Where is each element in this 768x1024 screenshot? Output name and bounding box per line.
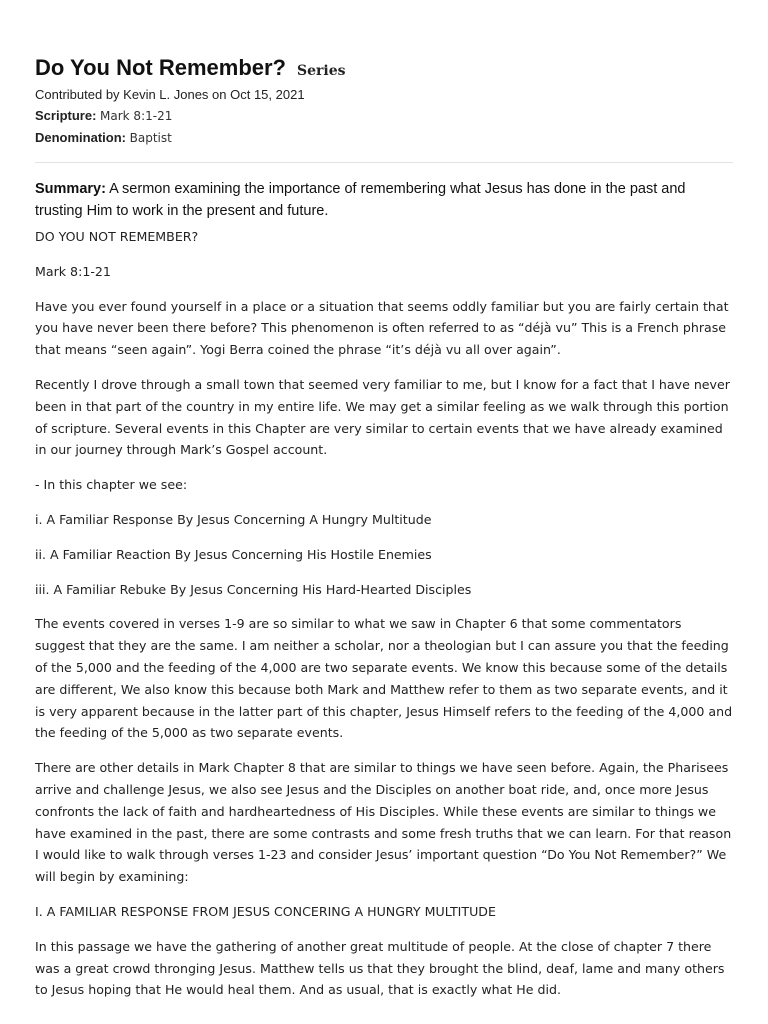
paragraph: The events covered in verses 1-9 are so similar to what we saw in Chapter 6 that some commentators suggest that they are the same. I am neither a scholar, nor a theologian but I can assure you that the feeding of the 5,000 and the feeding of the 4,000 are two separate events. We know this because some of the details are different, We also know this because both Mark and Matthew refer to them as two separate events, and it is very apparent because in the latter part of this chapter, Jesus Himself refers to the feeding of the 4,000 and the feeding of the 5,000 as two separate events. <box>35 616 733 741</box>
denomination-label: Denomination: <box>35 130 126 145</box>
scripture-label: Scripture: <box>35 108 97 123</box>
section-heading: I. A FAMILIAR RESPONSE FROM JESUS CONCERING A HUNGRY MULTITUDE <box>35 903 496 919</box>
outline-point-1: i. A Familiar Response By Jesus Concerning A Hungry Multitude <box>35 511 432 527</box>
sermon-reference: Mark 8:1-21 <box>35 263 111 279</box>
paragraph: - In this chapter we see: <box>35 477 188 493</box>
sermon-page <box>35 52 733 1001</box>
paragraph: In this passage we have the gathering of another great multitude of people. At the close of chapter 7 there was a great crowd thronging Jesus. Matthew tells us that they brought the blind, deaf, lame and many others to Jesus hoping that He would heal them. And as usual, that is exactly what He did. <box>35 938 725 998</box>
page-title: Do You Not Remember? <box>35 55 286 80</box>
summary-label: Summary: <box>35 181 106 197</box>
scripture-line <box>35 105 733 127</box>
scripture-value[interactable]: Mark 8:1-21 <box>100 109 173 123</box>
outline-point-2: ii. A Familiar Reaction By Jesus Concerning His Hostile Enemies <box>35 546 432 562</box>
summary-text: A sermon examining the importance of remembering what Jesus has done in the past and trusting Him to work in the present and future. <box>35 181 686 219</box>
contributor-line: Contributed by Kevin L. Jones on Oct 15, 2021 <box>35 87 305 102</box>
paragraph: There are other details in Mark Chapter 8 that are similar to things we have seen before. Again, the Pharisees arrive and challenge Jesus, we also see Jesus and the Disciples on another boat ride, and, once more Jesus confronts the lack of faith and hardheartedness of His Disciples. While these events are similar to things we have examined in the past, there are some contrasts and some fresh truths that we can learn. For that reason I would like to walk through verses 1-23 and consider Jesus’ important question “Do You Not Remember?” We will begin by examining: <box>35 760 732 885</box>
paragraph: Have you ever found yourself in a place or a situation that seems oddly familiar but you are fairly certain that you have never been there before? This phenomenon is often referred to as “déjà vu” This is a French phrase that means “seen again”. Yogi Berra coined the phrase “it’s déjà vu all over again”. <box>35 298 729 358</box>
summary <box>35 179 733 222</box>
denomination-value[interactable]: Baptist <box>129 131 172 145</box>
outline-point-3: iii. A Familiar Rebuke By Jesus Concerning His Hard-Hearted Disciples <box>35 581 472 597</box>
paragraph: Recently I drove through a small town that seemed very familiar to me, but I know for a fact that I have never been in that part of the country in my entire life. We may get a similar feeling as we walk through this portion of scripture. Several events in this Chapter are very similar to certain events that we have already examined in our journey through Mark’s Gospel account. <box>35 376 730 458</box>
sermon-heading: DO YOU NOT REMEMBER? <box>35 229 199 244</box>
title-row <box>35 52 733 84</box>
denomination-line <box>35 127 733 149</box>
divider <box>35 162 733 163</box>
series-link[interactable]: Series <box>297 63 346 79</box>
